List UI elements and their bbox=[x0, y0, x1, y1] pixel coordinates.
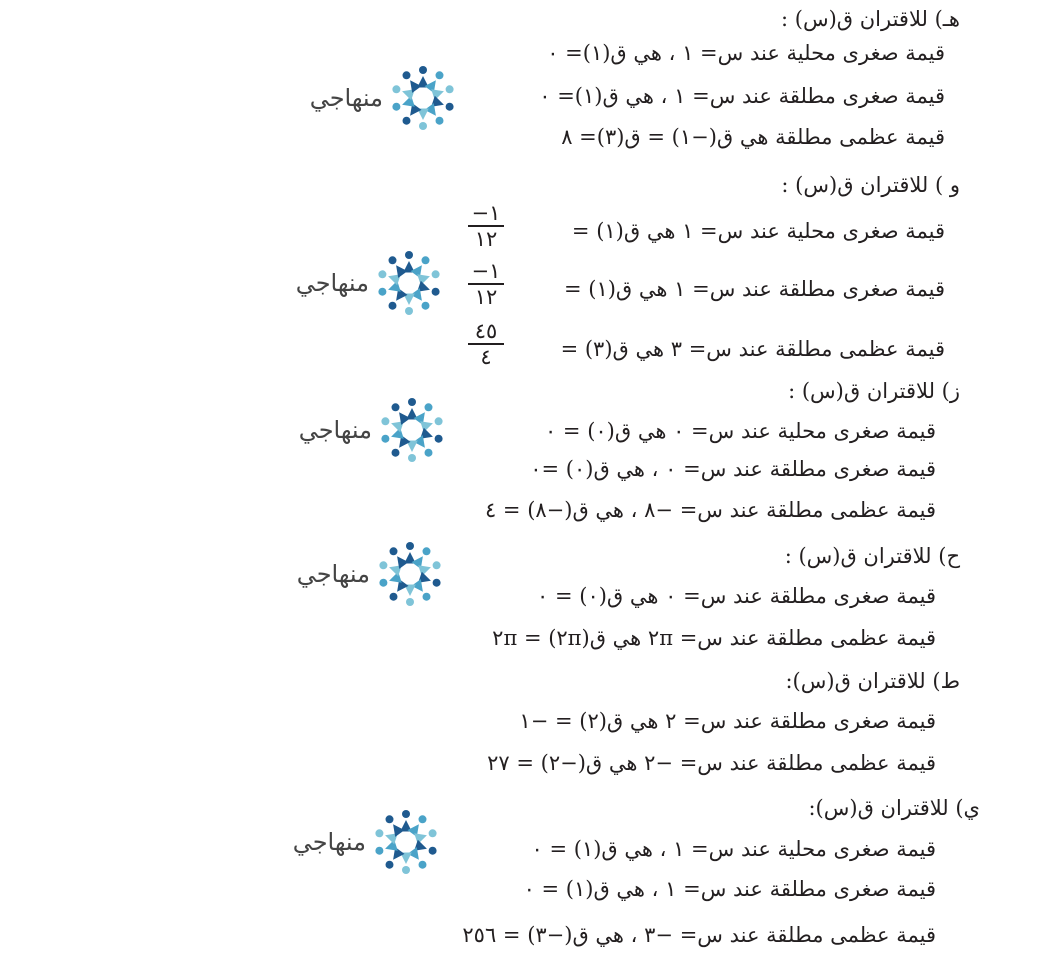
fraction-denominator: ٤ bbox=[480, 345, 492, 369]
people-circle-logo-icon bbox=[373, 247, 445, 319]
section-waw-line-3: قيمة عظمى مطلقة عند س= ٣ هي ق(٣) = bbox=[560, 337, 945, 361]
section-zay-line-3: قيمة عظمى مطلقة عند س= −٨ ، هي ق(−٨) = ٤ bbox=[484, 498, 936, 522]
section-ya-heading: ي) للاقتران ق(س): bbox=[808, 796, 980, 820]
section-waw-fraction-1 bbox=[466, 202, 506, 250]
section-ya-line-3: قيمة عظمى مطلقة عند س= −٣ ، هي ق(−٣) = ٢٥٦ bbox=[462, 923, 936, 947]
watermark-logo bbox=[258, 806, 458, 878]
watermark-text: منهاجي bbox=[298, 416, 372, 444]
watermark-logo bbox=[261, 247, 461, 319]
fraction-numerator: −١ bbox=[471, 201, 501, 225]
section-waw-fraction-3 bbox=[466, 320, 506, 368]
section-ta-line-1: قيمة صغرى مطلقة عند س= ٢ هي ق(٢) = −١ bbox=[519, 709, 936, 733]
watermark-text: منهاجي bbox=[309, 84, 383, 112]
section-zay-line-2: قيمة صغرى مطلقة عند س= ٠ ، هي ق(٠) =٠ bbox=[530, 457, 936, 481]
section-zay-heading: ز) للاقتران ق(س) : bbox=[788, 379, 960, 403]
section-ha-line-1: قيمة صغرى مطلقة عند س= ٠ هي ق(٠) = ٠ bbox=[537, 584, 936, 608]
section-he-line-1: قيمة صغرى محلية عند س= ١ ، هي ق(١)= ٠ bbox=[547, 41, 945, 65]
fraction-numerator: −١ bbox=[471, 259, 501, 283]
watermark-logo bbox=[264, 394, 464, 466]
watermark-text: منهاجي bbox=[295, 269, 369, 297]
section-waw-fraction-2 bbox=[466, 260, 506, 308]
section-ya-line-2: قيمة صغرى مطلقة عند س= ١ ، هي ق(١) = ٠ bbox=[523, 877, 936, 901]
section-ha-line-2: قيمة عظمى مطلقة عند س= ٢π هي ق(٢π) = ٢π bbox=[492, 626, 936, 650]
section-ha-heading: ح) للاقتران ق(س) : bbox=[784, 544, 960, 568]
section-waw-heading: و ) للاقتران ق(س) : bbox=[781, 173, 960, 197]
section-ta-heading: ط) للاقتران ق(س): bbox=[785, 669, 960, 693]
people-circle-logo-icon bbox=[387, 62, 459, 134]
watermark-text: منهاجي bbox=[296, 560, 370, 588]
section-waw-line-2: قيمة صغرى مطلقة عند س= ١ هي ق(١) = bbox=[563, 277, 945, 301]
people-circle-logo-icon bbox=[370, 806, 442, 878]
fraction-denominator: ١٢ bbox=[474, 227, 498, 251]
section-ta-line-2: قيمة عظمى مطلقة عند س= −٢ هي ق(−٢) = ٢٧ bbox=[487, 751, 936, 775]
section-he-line-3: قيمة عظمى مطلقة هي ق(−١) = ق(٣)= ٨ bbox=[561, 125, 945, 149]
section-zay-line-1: قيمة صغرى محلية عند س= ٠ هي ق(٠) = ٠ bbox=[544, 419, 936, 443]
section-ya-line-1: قيمة صغرى محلية عند س= ١ ، هي ق(١) = ٠ bbox=[531, 837, 936, 861]
section-he-line-2: قيمة صغرى مطلقة عند س= ١ ، هي ق(١)= ٠ bbox=[539, 84, 945, 108]
watermark-logo bbox=[262, 538, 462, 610]
watermark-text: منهاجي bbox=[292, 828, 366, 856]
people-circle-logo-icon bbox=[376, 394, 448, 466]
fraction-denominator: ١٢ bbox=[474, 285, 498, 309]
people-circle-logo-icon bbox=[374, 538, 446, 610]
section-waw-line-1: قيمة صغرى محلية عند س= ١ هي ق(١) = bbox=[571, 219, 945, 243]
fraction-numerator: ٤٥ bbox=[474, 319, 498, 343]
watermark-logo bbox=[275, 62, 475, 134]
section-he-heading: هـ) للاقتران ق(س) : bbox=[781, 7, 960, 31]
